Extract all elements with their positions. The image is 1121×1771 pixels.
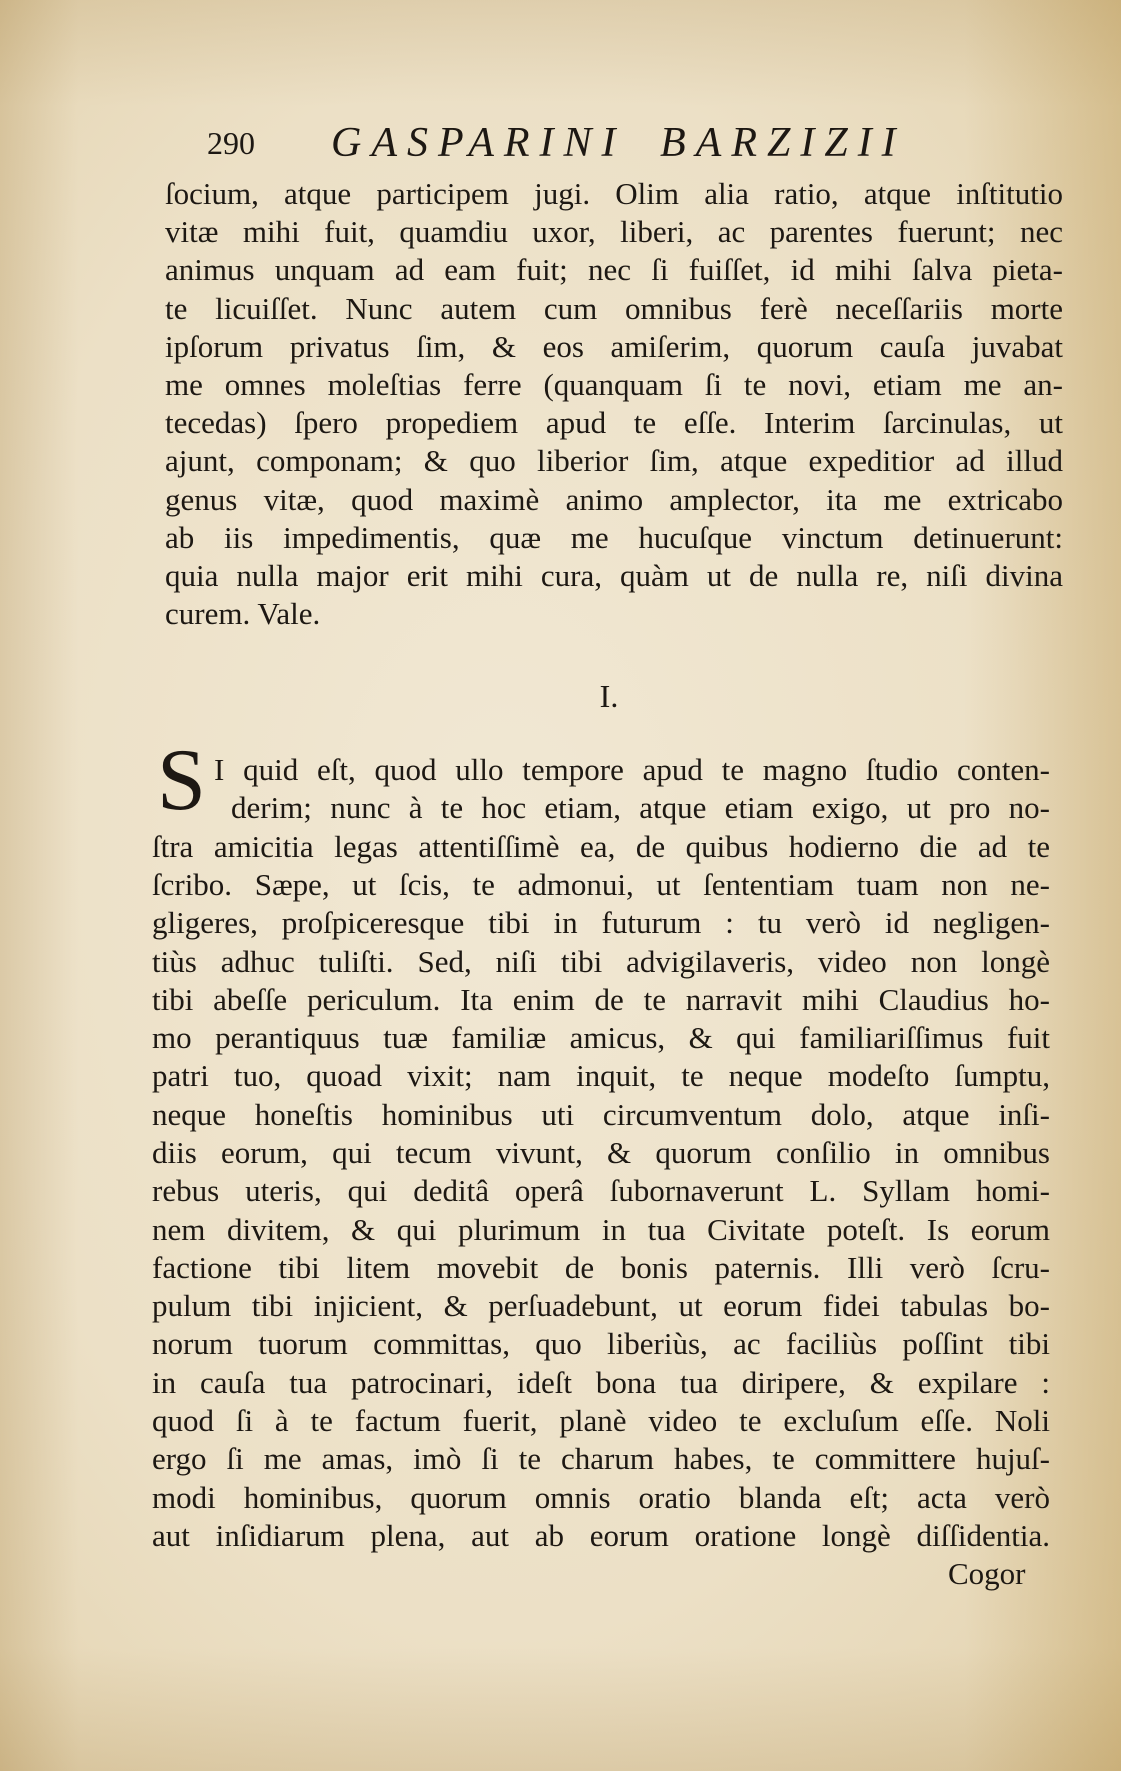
text-line: me omnes moleſtias ferre (quanquam ſi te novi, etiam me an- <box>165 367 1063 402</box>
text-line: tecedas) ſpero propediem apud te eſſe. Interim ſarcinulas, ut <box>165 405 1063 440</box>
text-line: factione tibi litem movebit de bonis paternis. Illi verò ſcru- <box>152 1250 1050 1285</box>
text-line: rebus uteris, qui deditâ operâ ſubornaverunt L. Syllam homi- <box>152 1173 1050 1208</box>
text-line: genus vitæ, quod maximè animo amplector, ita me extricabo <box>165 482 1063 517</box>
text-line: animus unquam ad eam fuit; nec ſi fuiſſet, id mihi ſalva pieta- <box>165 252 1063 287</box>
text-line: ſcribo. Sæpe, ut ſcis, te admonui, ut ſententiam tuam non ne- <box>152 867 1050 902</box>
text-line: in cauſa tua patrocinari, ideſt bona tua diripere, & expilare : <box>152 1365 1050 1400</box>
text-line: ergo ſi me amas, imò ſi te charum habes, te committere hujuſ- <box>152 1441 1050 1476</box>
text-line: patri tuo, quoad vixit; nam inquit, te neque modeſto ſumptu, <box>152 1058 1050 1093</box>
text-line: gligeres, proſpiceresque tibi in futurum : tu verò id negligen- <box>152 905 1050 940</box>
text-line: tiùs adhuc tuliſti. Sed, niſi tibi advigilaveris, video non longè <box>152 944 1050 979</box>
text-line: mo perantiquus tuæ familiæ amicus, & qui familiariſſimus fuit <box>152 1020 1050 1055</box>
text-line: pulum tibi injicient, & perſuadebunt, ut eorum fidei tabulas bo- <box>152 1288 1050 1323</box>
text-line: ſocium, atque participem jugi. Olim alia ratio, atque inſtitutio <box>165 176 1063 211</box>
letter-number: I. <box>599 678 619 714</box>
text-line: diis eorum, qui tecum vivunt, & quorum conſilio in omnibus <box>152 1135 1050 1170</box>
text-line: modi hominibus, quorum omnis oratio blanda eſt; acta verò <box>152 1480 1050 1515</box>
text-line: ab iis impedimentis, quæ me hucuſque vinctum detinuerunt: <box>165 520 1063 555</box>
text-line: ipſorum privatus ſim, & eos amiſerim, quorum cauſa juvabat <box>165 329 1063 364</box>
text-line: norum tuorum committas, quo liberiùs, ac faciliùs poſſint tibi <box>152 1326 1050 1361</box>
catchword: Cogor <box>948 1556 1026 1591</box>
text-line: quod ſi à te factum fuerit, planè video te excluſum eſſe. Noli <box>152 1403 1050 1438</box>
text-line: aut inſidiarum plena, aut ab eorum oratione longè diſſidentia. <box>152 1518 1050 1553</box>
text-line: tibi abeſſe periculum. Ita enim de te narravit mihi Claudius ho- <box>152 982 1050 1017</box>
text-line-closing: curem. Vale. <box>165 596 321 631</box>
text-line: quia nulla major erit mihi cura, quàm ut de nulla re, niſi divina <box>165 558 1063 593</box>
drop-cap: S <box>157 732 206 829</box>
text-line: neque honeſtis hominibus uti circumventum dolo, atque inſi- <box>152 1097 1050 1132</box>
text-line: ajunt, componam; & quo liberior ſim, atque expeditior ad illud <box>165 443 1063 478</box>
text-line: ſtra amicitia legas attentiſſimè ea, de quibus hodierno die ad te <box>152 829 1050 864</box>
text-line: I quid eſt, quod ullo tempore apud te magno ſtudio conten- <box>214 752 1050 787</box>
text-line: te licuiſſet. Nunc autem cum omnibus ferè neceſſariis morte <box>165 291 1063 326</box>
text-line: nem divitem, & qui plurimum in tua Civitate poteſt. Is eorum <box>152 1212 1050 1247</box>
page-number: 290 <box>207 125 255 161</box>
text-line: vitæ mihi fuit, quamdiu uxor, liberi, ac parentes fuerunt; nec <box>165 214 1063 249</box>
running-head: GASPARINI BARZIZII <box>331 120 906 166</box>
text-line: derim; nunc à te hoc etiam, atque etiam exigo, ut pro no- <box>231 790 1050 825</box>
